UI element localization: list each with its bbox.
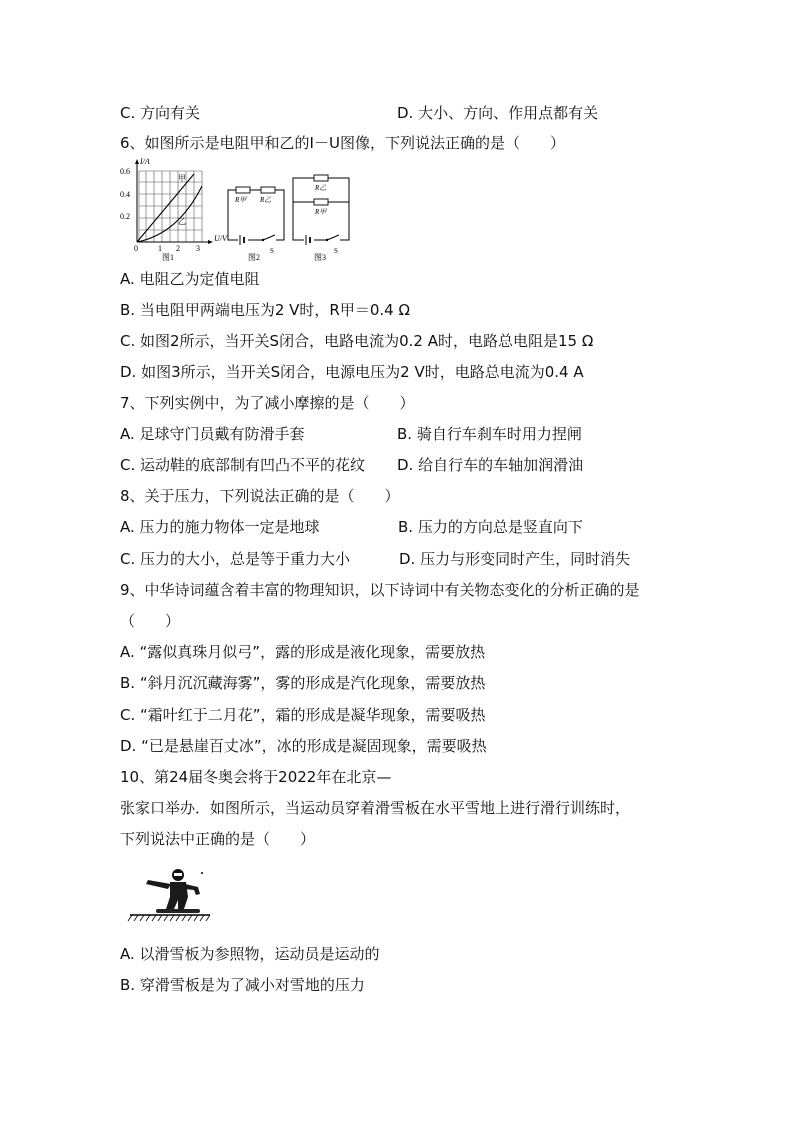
q5-option-d: D. 大小、方向、作用点都有关 <box>397 104 599 122</box>
snowboarder-illustration <box>126 865 216 927</box>
q7-option-d: D. 给自行车的车轴加润滑油 <box>397 456 584 474</box>
curve-yi <box>137 186 202 242</box>
iu-graph <box>120 157 228 262</box>
q9-option-c: C. “霜叶红于二月花”，霜的形成是凝华现象，需要吸热 <box>120 706 486 724</box>
q8-option-a: A. 压力的施力物体一定是地球 <box>120 518 320 536</box>
x-axis-label: U/V <box>214 234 227 243</box>
switch-label: S <box>334 247 338 255</box>
q9-stem-bracket: （ ） <box>120 612 181 630</box>
x-tick: 2 <box>176 244 180 253</box>
q9-stem: 9、中华诗词蕴含着丰富的物理知识，以下诗词中有关物态变化的分析正确的是 <box>120 581 640 599</box>
q6-option-a: A. 电阻乙为定值电阻 <box>120 270 260 288</box>
x-tick: 3 <box>196 244 200 253</box>
q5-option-c: C. 方向有关 <box>120 104 201 122</box>
q10-stem-line-3: 下列说法中正确的是（ ） <box>120 830 316 848</box>
switch-label: S <box>270 247 274 255</box>
q9-option-d: D. “已是悬崖百丈冰”，冰的形成是凝固现象，需要吸热 <box>120 737 487 755</box>
y-axis-label: I/A <box>140 157 150 166</box>
curve-label-jia: 甲 <box>178 174 186 183</box>
resistor-label: R乙 <box>315 184 327 192</box>
series-circuit <box>228 187 284 262</box>
q10-stem-line-2: 张家口举办．如图所示，当运动员穿着滑雪板在水平雪地上进行滑行训练时， <box>120 799 631 817</box>
figure-2-caption: 图2 <box>248 253 260 262</box>
q10-option-b: B. 穿滑雪板是为了减小对雪地的压力 <box>120 976 365 994</box>
q9-option-b: B. “斜月沉沉藏海雾”，雾的形成是汽化现象，需要放热 <box>120 674 486 692</box>
q8-option-b: B. 压力的方向总是竖直向下 <box>398 518 583 536</box>
resistor-label: R乙 <box>260 196 272 204</box>
parallel-circuit <box>293 175 349 262</box>
q7-stem: 7、下列实例中，为了减小摩擦的是（ ） <box>120 394 415 412</box>
q6-stem: 6、如图所示是电阻甲和乙的I－U图像，下列说法正确的是（ ） <box>120 134 565 152</box>
x-tick: 1 <box>158 244 162 253</box>
q6-figures <box>118 156 358 262</box>
figure-3-caption: 图3 <box>314 253 326 262</box>
q10-option-a: A. 以滑雪板为参照物，运动员是运动的 <box>120 945 380 963</box>
q6-option-b: B. 当电阻甲两端电压为2 V时，R甲＝0.4 Ω <box>120 301 410 319</box>
q8-option-d: D. 压力与形变同时产生，同时消失 <box>399 550 631 568</box>
q7-option-b: B. 骑自行车刹车时用力捏闸 <box>397 425 582 443</box>
q10-stem-line-1: 10、第24届冬奥会将于2022年在北京— <box>120 768 392 786</box>
x-tick: 0 <box>134 244 138 253</box>
curve-jia <box>137 174 194 242</box>
figure-1-caption: 图1 <box>162 253 174 262</box>
resistor-label: R甲 <box>235 196 247 204</box>
y-tick: 0.4 <box>120 190 130 199</box>
q7-option-a: A. 足球守门员戴有防滑手套 <box>120 425 305 443</box>
q9-option-a: A. “露似真珠月似弓”，露的形成是液化现象，需要放热 <box>120 643 486 661</box>
q6-option-d: D. 如图3所示，当开关S闭合，电源电压为2 V时，电路总电流为0.4 A <box>120 363 584 381</box>
q6-option-c: C. 如图2所示，当开关S闭合，电路电流为0.2 A时，电路总电阻是15 Ω <box>120 332 594 350</box>
y-tick: 0.6 <box>120 167 130 176</box>
q8-stem: 8、关于压力，下列说法正确的是（ ） <box>120 487 400 505</box>
curve-label-yi: 乙 <box>178 217 186 226</box>
resistor-label: R甲 <box>315 208 327 216</box>
y-tick: 0.2 <box>120 212 130 221</box>
q8-option-c: C. 压力的大小，总是等于重力大小 <box>120 550 351 568</box>
q7-option-c: C. 运动鞋的底部制有凹凸不平的花纹 <box>120 456 366 474</box>
